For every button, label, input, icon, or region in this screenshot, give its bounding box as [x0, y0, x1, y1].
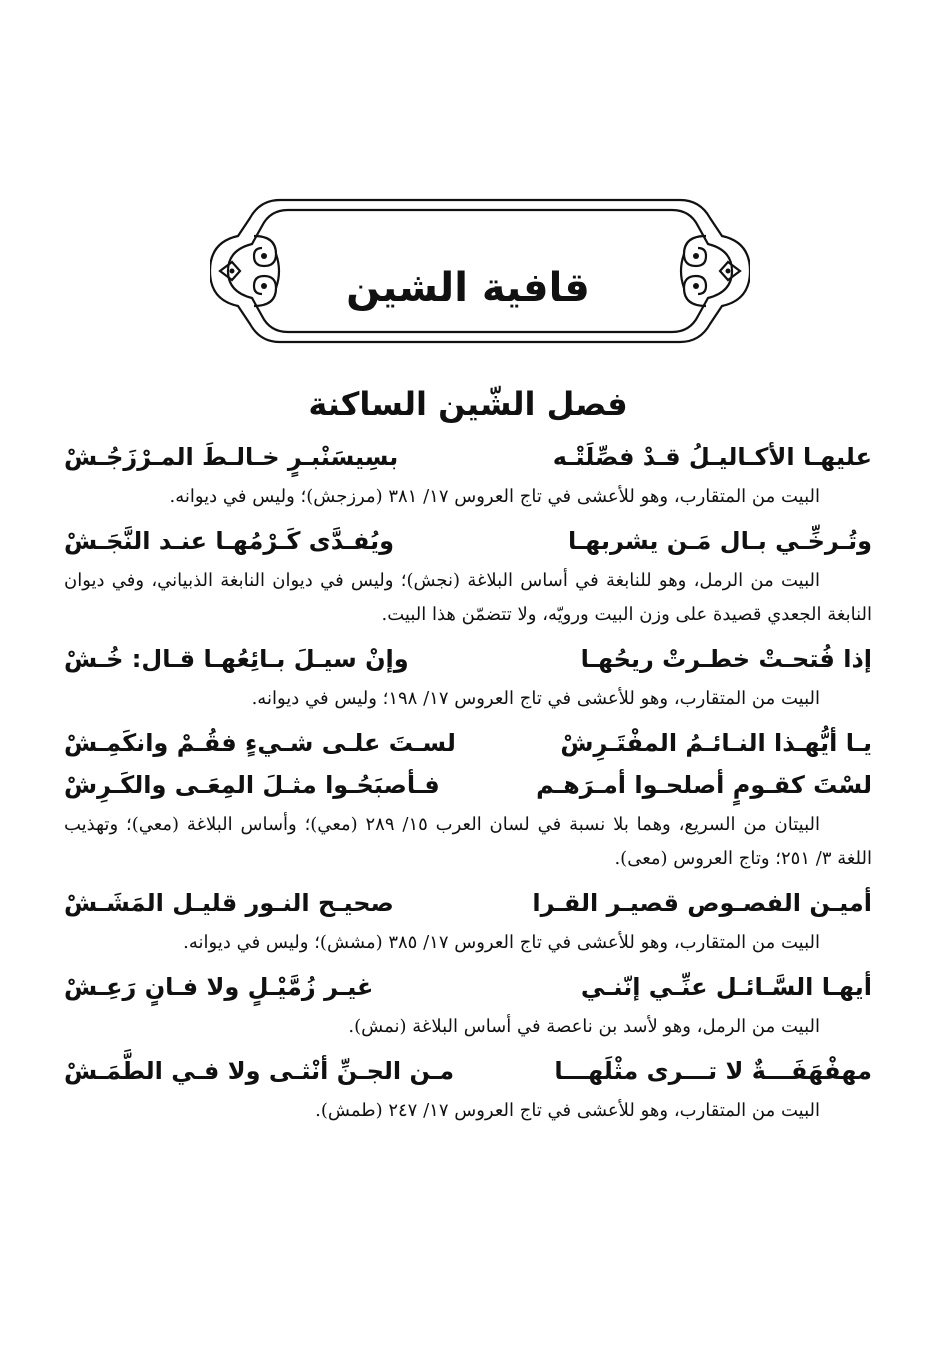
verse-note-text: البيت من الرمل، وهو للنابغة في أساس البلاغة (نجش)؛ وليس في ديوان النابغة الذبياني، وفي ديوان النابغة الجعدي قصيدة على وزن البيت ورويّه، ولا تتضمّن هذا البيت.	[64, 570, 872, 625]
entry	[64, 966, 872, 1044]
verse-note-text: البيت من المتقارب، وهو للأعشى في تاج العروس ١٧/ ٢٤٧ (طمش).	[315, 1100, 820, 1121]
verse-note-text: البيتان من السريع، وهما بلا نسبة في لسان العرب ١٥/ ٢٨٩ (معي)؛ وأساس البلاغة (معي)؛ وتهذيب اللغة ٣/ ٢٥١؛ وتاج العروس (معى).	[64, 814, 872, 869]
verse-second-hemistich: لسـتَ علـى شـيءٍ فقُـمْ وانكَمِـشْ	[64, 729, 456, 757]
verse-note-text: البيت من المتقارب، وهو للأعشى في تاج العروس ١٧/ ٣٨١ (مرزجش)؛ وليس في ديوانه.	[169, 486, 820, 507]
entry	[64, 722, 872, 876]
verse-note-text: البيت من المتقارب، وهو للأعشى في تاج العروس ١٧/ ١٩٨؛ وليس في ديوانه.	[251, 688, 820, 709]
entry	[64, 436, 872, 514]
verse-second-hemistich: ويُفـدَّى كَـرْمُهـا عنـد النَّجَـشْ	[64, 527, 395, 555]
verse-line	[64, 638, 872, 680]
verse-line	[64, 436, 872, 478]
entry	[64, 882, 872, 960]
poetry-content	[64, 436, 872, 1134]
verse-line	[64, 722, 872, 764]
verse-note	[64, 480, 872, 514]
verse-line	[64, 520, 872, 562]
verse-note-text: البيت من الرمل، وهو لأسد بن ناعصة في أساس البلاغة (نمش).	[348, 1016, 820, 1037]
verse-note	[64, 682, 872, 716]
entry	[64, 638, 872, 716]
verse-note	[64, 926, 872, 960]
verse-first-hemistich: أيهـا السَّـائـل عنِّـي إنّنـي	[580, 973, 872, 1001]
verse-second-hemistich: صحيـح النـور قليـل المَشَـشْ	[64, 889, 394, 917]
verse-note	[64, 564, 872, 632]
verse-first-hemistich: إذا فُتحـتْ خطـرتْ ريحُهـا	[580, 645, 872, 673]
verse-first-hemistich: لسْتَ كقـومٍ أصلحـوا أمـرَهـم	[536, 771, 872, 799]
verse-line	[64, 966, 872, 1008]
verse-second-hemistich: بسِيسَنْبـرٍ خـالـطَ المـرْزَجُـشْ	[64, 443, 399, 471]
verse-first-hemistich: عليهـا الأكـاليـلُ قـدْ فصِّلَتْـه	[552, 443, 872, 471]
entry	[64, 520, 872, 632]
section-title: فصل الشّين الساكنة	[308, 385, 628, 423]
verse-note	[64, 1094, 872, 1128]
verse-line	[64, 882, 872, 924]
verse-note-text: البيت من المتقارب، وهو للأعشى في تاج العروس ١٧/ ٣٨٥ (مشش)؛ وليس في ديوانه.	[183, 932, 820, 953]
chapter-title: قافية الشين	[346, 265, 590, 311]
verse-first-hemistich: وتُـرخِّـي بـال مَـن يشربهـا	[567, 527, 872, 555]
verse-first-hemistich: يـا أيُّهـذا النـائـمُ المفْتَـرِشْ	[560, 729, 872, 757]
verse-first-hemistich: مهفْهَفَـــةٌ لا تـــرى مثْلَهـــا	[554, 1057, 872, 1085]
verse-line	[64, 1050, 872, 1092]
entry	[64, 1050, 872, 1128]
verse-note	[64, 808, 872, 876]
verse-line	[64, 764, 872, 806]
verse-note	[64, 1010, 872, 1044]
verse-second-hemistich: وإنْ سيـلَ بـائِعُهـا قـال: خُـشْ	[64, 645, 409, 673]
verse-second-hemistich: مـن الجـنِّ أنْثـى ولا فـي الطَّمَـشْ	[64, 1057, 455, 1085]
verse-first-hemistich: أميـن الفصـوص قصيـر القـرا	[532, 889, 872, 917]
verse-second-hemistich: فـأصبَحُـوا مثـلَ المِعَـى والكَـرِشْ	[64, 771, 440, 799]
verse-second-hemistich: غيـر زُمَّيْـلٍ ولا فـانٍ رَعِـشْ	[64, 973, 374, 1001]
